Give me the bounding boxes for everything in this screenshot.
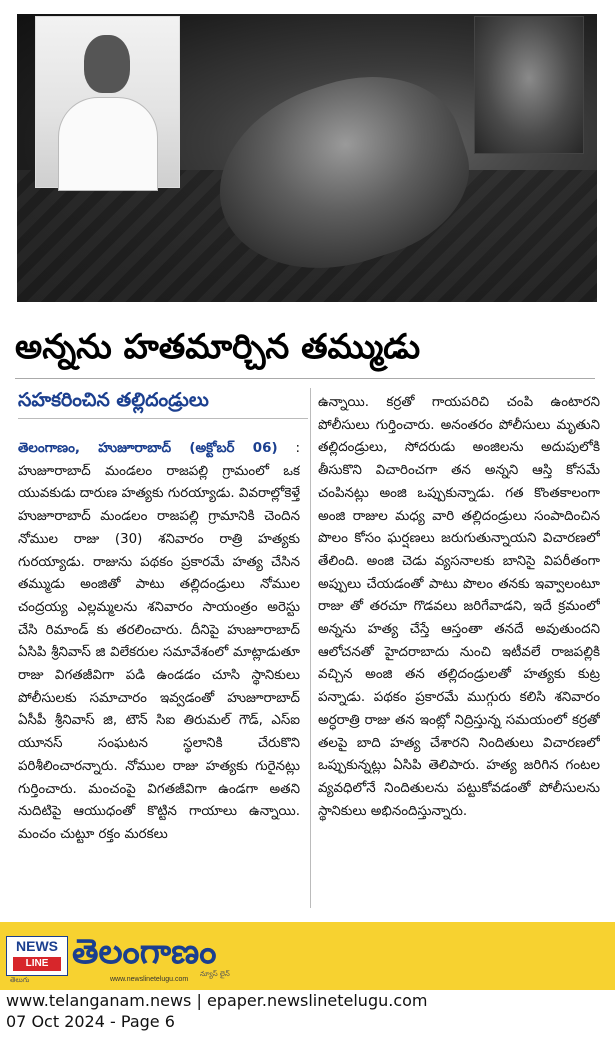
portrait-torso (58, 97, 158, 191)
brand-url: www.newslinetelugu.com (110, 976, 189, 983)
inset-photo-portrait (35, 16, 180, 188)
article-body-right: ఉన్నాయి. కర్రతో గాయపరిచి చంపి ఉంటారని పోలీసులు గుర్తించారు. అనంతరం పోలీసులు మృతుని తల్లిదండ్రులు, సోదరుడు అంజిలను అదుపులోకి తీసుకొని విచారించగా తన అన్నని ఆస్తి కోసమే చంపినట్లు అంజి ఒప్పుకున్నాడు. గత కొంతకాలంగా అంజి రాజుల మధ్య వారి తల్లిదండ్రులు సంపాదించిన పొలం కోసం ఘర్షణలు జరుగుతున్నాయని విచారణలో తేలింది. అంజి చెడు వ్యసనాలకు బానిసై విపరీతంగా అప్పులు చేయడంతో పాటు పొలం తనకు ఇవ్వాలంటూ రాజు తో తరచూ గొడవలు జరిగేవాడని, ఇదే క్రమంలో అన్నను హత్య చేస్తే ఆస్తంతా తనదే అవుతుందని ఆలోచనతో హైదరాబాదు నుంచి ఇటీవలే రాజపల్లికి వచ్చిన అంజి తన తల్లిదండ్రులతో హత్యకు కుట్ర పన్నాడు. పథకం ప్రకారమే ముగ్గురు కలిసి శనివారం అర్ధరాత్రి రాజు తన ఇంట్లో నిద్రిస్తున్న సమయంలో కర్రతో తలపై బాది హత్య చేశారని నిందితులు విచారణలో ఒప్పుకున్నట్లు ఏసిపి తెలిపారు. హత్య జరిగిన గంటల వ్యవధిలోనే నిందితులను పట్టుకోవడంతో పోలీసులను స్థానికులు అభినందిస్తున్నారు. (318, 395, 600, 819)
date-page-separator: - (110, 1012, 116, 1031)
newsline-logo (6, 936, 68, 976)
website-link[interactable]: www.telanganam.news (6, 991, 192, 1010)
footer-urls (6, 991, 428, 1011)
article-headline: అన్నను హతమార్చిన తమ్ముడు (15, 327, 421, 367)
column-divider (310, 388, 311, 908)
subheadline-rule (18, 418, 308, 419)
brand-tagline: న్యూస్ లైన్ (200, 970, 230, 978)
article-subheadline: సహకరించిన తల్లిదండ్రులు (18, 389, 209, 411)
url-separator: | (196, 991, 202, 1010)
brand-name: తెలంగాణం (72, 932, 217, 972)
page-info (6, 1012, 175, 1032)
edition-date: 07 Oct 2024 (6, 1012, 105, 1031)
logo-language-tag: తెలుగు (10, 976, 30, 984)
article-column-left (18, 438, 300, 908)
logo-line-news: NEWS (16, 938, 58, 954)
page-number: Page 6 (120, 1012, 175, 1031)
portrait-head (84, 35, 130, 93)
inset-photo-closeup (474, 16, 584, 154)
logo-line-line: LINE (13, 957, 61, 971)
epaper-link[interactable]: epaper.newslinetelugu.com (206, 991, 428, 1010)
top-margin (0, 0, 615, 14)
news-photo (17, 14, 597, 302)
article-body-left: : హుజూరాబాద్ మండలం రాజపల్లి గ్రామంలో ఒక యువకుడు దారుణ హత్యకు గురయ్యాడు. వివరాల్లోకెళ్తే హుజూరాబాద్ మండలం రాజపల్లి గ్రామానికి చెందిన నోముల రాజు (30) శనివారం రాత్రి హత్యకు గురయ్యాడు. రాజును పథకం ప్రకారమే హత్య చేసిన తమ్ముడు అంజితో పాటు తల్లిదండ్రులు నోముల చంద్రయ్య ఎల్లమ్మలను శనివారం సాయంత్రం అరెస్టు చేసి రిమాండ్ కు తరలించారు. దీనిపై హుజూరాబాద్ ఏసిపి శ్రీనివాస్ జి విలేకరుల సమావేశంలో మాట్లాడుతూ రాజు విగతజీవిగా పడి ఉండడం చూసి స్థానికులు పోలీసులకు సమాచారం ఇవ్వడంతో హుజూరాబాద్ ఏసీపీ శ్రీనివాస్ జి, టౌన్ సిఐ తిరుమల్ గౌడ్, ఎస్ఐ యూనస్ సంఘటన స్థలానికి చేరుకొని పరిశీలించారన్నారు. నోముల రాజు హత్యకు గురైనట్లు గుర్తించారు. మంచంపై విగతజీవిగా ఉండగా అతని నుదిటిపై ఆయుధంతో కొట్టిన గాయాలు ఉన్నాయి. మంచం చుట్టూ రక్తం మరకలు (18, 441, 300, 842)
headline-rule (15, 378, 595, 379)
article-dateline: తెలంగాణం, హుజూరాబాద్ (అక్టోబర్ 06) (18, 441, 278, 456)
article-column-right (318, 392, 600, 908)
